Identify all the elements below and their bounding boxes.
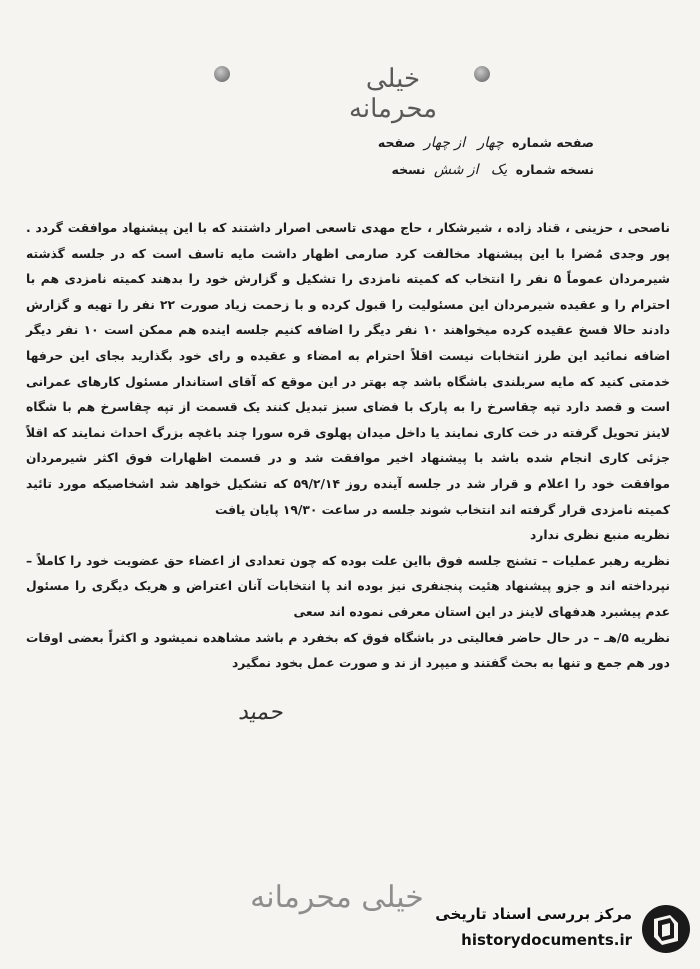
- handwritten-signature: حمید: [238, 700, 283, 725]
- punch-hole-left: [214, 66, 230, 82]
- copy-prefix: نسخه شماره: [515, 162, 594, 177]
- report-body: [26, 216, 670, 677]
- watermark-name: مرکز بررسی اسناد تاریخی: [435, 905, 632, 923]
- copy-number-line: [300, 162, 594, 178]
- page-number-line: [300, 135, 594, 151]
- watermark-url: historydocuments.ir: [461, 931, 632, 949]
- page-suffix: صفحه: [377, 135, 416, 150]
- source-opinion: نظریه منبع نظری ندارد: [529, 528, 670, 543]
- archive-watermark: [424, 899, 692, 959]
- copy-of: از شش: [433, 162, 479, 178]
- punch-hole-right: [474, 66, 490, 82]
- classification-stamp-top: خیلی محرمانه: [348, 64, 438, 124]
- page-of: از چهار: [423, 135, 466, 151]
- department-opinion: نظریه ۵/هـ – در حال حاضر فعالیتی در باشگاه فوق که بخفرد م باشد مشاهده نمیشود و اکثراً بعضی اوقات دور هم جمع و تنها به بحث گفتند و میپرد از ند و صورت عمل بخود نمگیرد: [26, 630, 670, 671]
- page-prefix: صفحه شماره: [512, 135, 594, 150]
- copy-number: یک: [490, 162, 508, 178]
- page-number: چهار: [477, 135, 504, 151]
- report-paragraph-main: ناصحی ، حزینی ، قناد زاده ، شیرشکار ، حاج مهدی تاسعی اصرار داشتند که با این پیشنهاد موافقت گردد . پور وجدی مُضرا با این پیشنهاد مخالفت کرد صارمی اظهار داشت مایه تاسف است که در جلسه گذشته شیرمردان عموماً ۵ نفر را انتخاب که کمیته نامزدی را تشکیل و گزارش خود را بدهند کمیته نامزدی هم با احترام را و عقیده شیرمردان این مسئولیت را قبول کرده و با زحمت زیاد صورت ۲۲ نفر را تهیه و گزارش دادند حالا فسخ عقیده کرده میخواهند ۱۰ نفر دیگر را اضافه کنیم جلسه اینده هم ممکن است ۱۰ نفر دیگر اضافه نمائید این طرز انتخابات نیست اقلاً احترام به امضاء و عقیده و رای خود بگذارید بجای این حرفها خدمتی کنید که مایه سربلندی باشگاه باشد چه بهتر در این موقع که آقای استاندار مسئول کارهای عمرانی است و قصد دارد تپه چقاسرخ را به پارک با فضای سبز تبدیل کنند یک قسمت از تپه چقاسرخ هم با شگاه لاینز تحویل گرفته در خت کاری نمایند یا داخل میدان پهلوی قره سورا چند باغچه بزرگ احداث نمایند که اقلاً جزئی کاری انجام شده باشد با پیشنهاد اخیر موافقت شد و در قسمت اظهارات فوق اکثر شیرمردان موافقت خود را اعلام و قرار شد در جلسه آینده روز ۵۹/۲/۱۴ که تشکیل خواهد شد اشخاصیکه مورد تائید کمیته نامزدی قرار گرفته اند انتخاب شوند جلسه در ساعت ۱۹/۳۰ پایان یافت: [26, 221, 671, 517]
- copy-suffix: نسخه: [391, 162, 426, 177]
- archive-logo-icon: [640, 903, 692, 955]
- classification-stamp-bottom: خیلی محرمانه: [250, 880, 424, 915]
- operations-leader-opinion: نظریه رهبر عملیات – تشنج جلسه فوق بااین علت بوده که چون تعدادی از اعضاء حق عضویت خود را کاملاً – نپرداخته اند و جزو پیشنهاد هئیت پنجنفری نیز بوده اند پا انتخابات آنان اعتراض و هریک دیگری را مسئول عدم پیشبرد هدفهای لاینز در این استان معرفی نموده اند سعی: [26, 553, 670, 619]
